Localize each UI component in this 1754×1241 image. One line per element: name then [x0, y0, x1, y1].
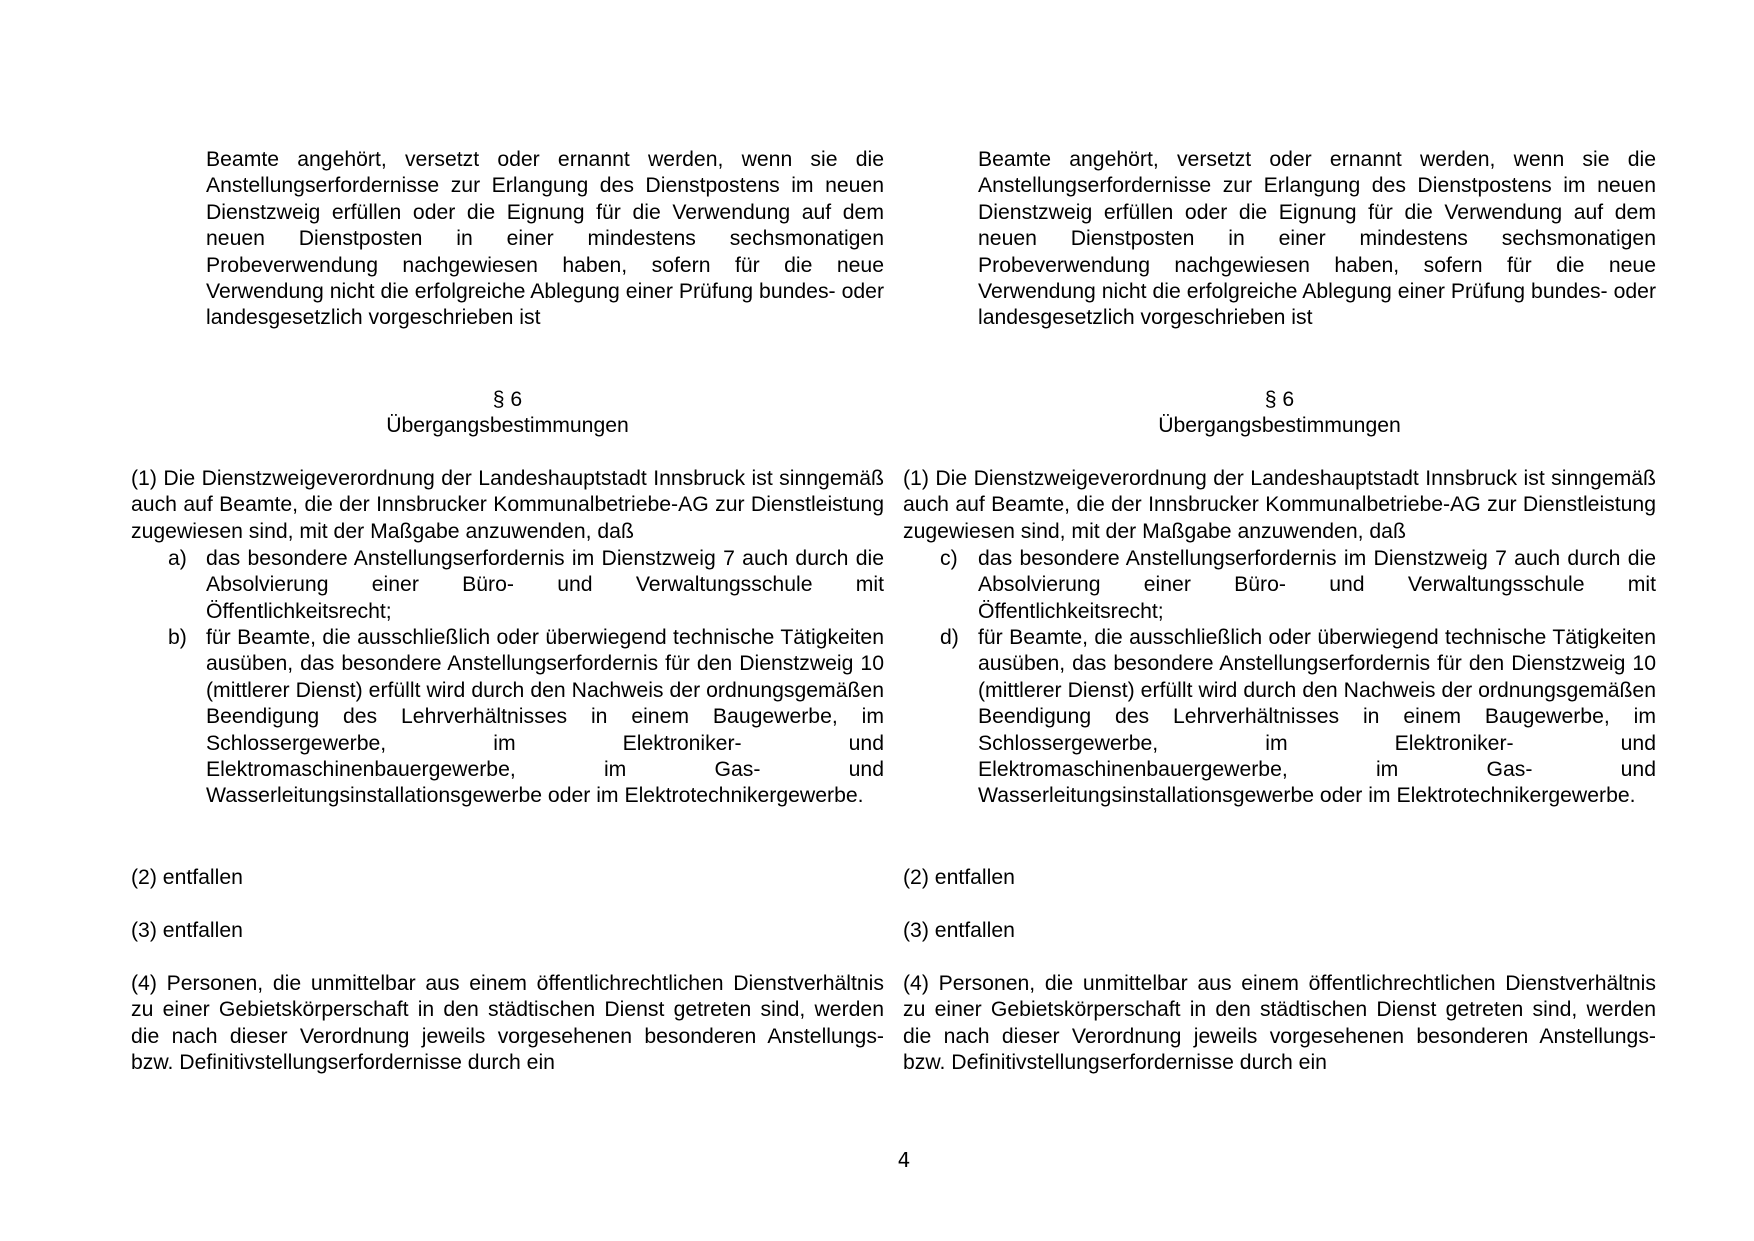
list-item-marker: a)	[168, 547, 187, 570]
left-column	[131, 0, 884, 1241]
list-item-text: das besondere Anstellungserfordernis im Dienstzweig 7 auch durch die Absolvierung einer Büro- und Verwaltungsschule mit Öffentlichkeitsrecht;	[206, 547, 884, 623]
list-item-marker: b)	[168, 626, 187, 649]
section-number: § 6	[492, 388, 523, 411]
list-item-text: für Beamte, die ausschließlich oder überwiegend technische Tätigkeiten ausüben, das besondere Anstellungserfordernis für den Dienstzweig 10 (mittlerer Dienst) erfüllt wird durch den Nachweis der ordnungsgemäßen Beendigung des Lehrverhältnisses in einem Baugewerbe, im Schlossergewerbe, im Elektroniker- und Elektromaschinenbauergewerbe, im Gas- und Wasserleitungsinstallationsgewerbe oder im Elektrotechnikergewerbe.	[978, 626, 1656, 808]
paragraph-4: (4) Personen, die unmittelbar aus einem öffentlichrechtlichen Dienstverhältnis zu einer Gebietskörperschaft in den städtischen Dienst getreten sind, werden die nach dieser Verordnung jeweils vorgesehenen besonderen Anstellungs- bzw. Definitivstellungserfordernisse durch ein	[903, 972, 1656, 1075]
section-title: Übergangsbestimmungen	[386, 414, 629, 438]
list-item	[903, 546, 1656, 625]
right-column	[903, 0, 1656, 1241]
paragraph-3: (3) entfallen	[903, 919, 1015, 942]
paragraph-4: (4) Personen, die unmittelbar aus einem öffentlichrechtlichen Dienstverhältnis zu einer Gebietskörperschaft in den städtischen Dienst getreten sind, werden die nach dieser Verordnung jeweils vorgesehenen besonderen Anstellungs- bzw. Definitivstellungserfordernisse durch ein	[131, 972, 884, 1075]
intro-paragraph: Beamte angehört, versetzt oder ernannt werden, wenn sie die Anstellungserfordernisse zur Erlangung des Dienstpostens im neuen Dienstzweig erfüllen oder die Eignung für die Verwendung auf dem neuen Dienstposten in einer mindestens sechsmonatigen Probeverwendung nachgewiesen haben, sofern für die neue Verwendung nicht die erfolgreiche Ablegung einer Prüfung bundes- oder landesgesetzlich vorgeschrieben ist	[978, 148, 1656, 330]
paragraph-1: (1) Die Dienstzweigeverordnung der Landeshauptstadt Innsbruck ist sinngemäß auch auf Beamte, die der Innsbrucker Kommunalbetriebe-AG zur Dienstleistung zugewiesen sind, mit der Maßgabe anzuwenden, daß	[131, 467, 884, 543]
list-item-marker: d)	[940, 626, 959, 649]
section-heading	[131, 387, 884, 440]
list-item-text: für Beamte, die ausschließlich oder überwiegend technische Tätigkeiten ausüben, das besondere Anstellungserfordernis für den Dienstzweig 10 (mittlerer Dienst) erfüllt wird durch den Nachweis der ordnungsgemäßen Beendigung des Lehrverhältnisses in einem Baugewerbe, im Schlossergewerbe, im Elektroniker- und Elektromaschinenbauergewerbe, im Gas- und Wasserleitungsinstallationsgewerbe oder im Elektrotechnikergewerbe.	[206, 626, 884, 808]
paragraph-2: (2) entfallen	[131, 866, 243, 889]
list-item-marker: c)	[940, 547, 958, 570]
list-item	[131, 625, 884, 810]
paragraph-3: (3) entfallen	[131, 919, 243, 942]
list-item	[131, 546, 884, 625]
list-item-text: das besondere Anstellungserfordernis im Dienstzweig 7 auch durch die Absolvierung einer Büro- und Verwaltungsschule mit Öffentlichkeitsrecht;	[978, 547, 1656, 623]
section-title: Übergangsbestimmungen	[1158, 414, 1401, 438]
section-number: § 6	[1264, 388, 1295, 411]
page-number: 4	[897, 1148, 911, 1172]
section-heading	[903, 387, 1656, 440]
list-item	[903, 625, 1656, 810]
paragraph-2: (2) entfallen	[903, 866, 1015, 889]
paragraph-1: (1) Die Dienstzweigeverordnung der Landeshauptstadt Innsbruck ist sinngemäß auch auf Beamte, die der Innsbrucker Kommunalbetriebe-AG zur Dienstleistung zugewiesen sind, mit der Maßgabe anzuwenden, daß	[903, 467, 1656, 543]
intro-paragraph: Beamte angehört, versetzt oder ernannt werden, wenn sie die Anstellungserfordernisse zur Erlangung des Dienstpostens im neuen Dienstzweig erfüllen oder die Eignung für die Verwendung auf dem neuen Dienstposten in einer mindestens sechsmonatigen Probeverwendung nachgewiesen haben, sofern für die neue Verwendung nicht die erfolgreiche Ablegung einer Prüfung bundes- oder landesgesetzlich vorgeschrieben ist	[206, 148, 884, 330]
